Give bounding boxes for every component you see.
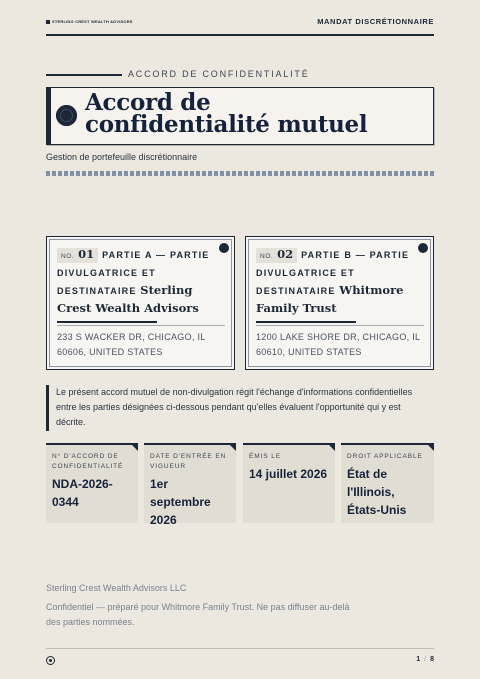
- party-name: Sterling Crest Wealth Advisors: [57, 283, 199, 315]
- target-icon: [46, 656, 55, 665]
- info-label: DATE D'ENTRÉE EN VIGUEUR: [150, 453, 227, 470]
- eyebrow-text: ACCORD DE CONFIDENTIALITÉ: [128, 69, 310, 79]
- page-title: Accord de confidentialité mutuel: [85, 89, 368, 138]
- info-label: N° D'ACCORD DE CONFIDENTIALITÉ: [52, 453, 124, 470]
- card-rule: [57, 321, 157, 323]
- corner-flag-icon: [230, 445, 236, 451]
- document-type: MANDAT DISCRÉTIONNAIRE: [317, 17, 434, 26]
- page-subtitle: Gestion de portefeuille discrétionnaire: [46, 152, 198, 162]
- title-accent-bar: [47, 87, 51, 145]
- corner-flag-icon: [329, 445, 335, 451]
- page-indicator: 1 / 8: [416, 656, 434, 663]
- party-a-card: [46, 236, 235, 370]
- eyebrow-rule: [46, 74, 122, 76]
- info-value: 1er septembre 2026: [150, 477, 211, 527]
- party-address: 233 S WACKER DR, CHICAGO, IL 60606, UNITED STATES: [57, 332, 206, 357]
- seal-icon: [56, 105, 77, 126]
- card-dot-icon: [418, 243, 428, 253]
- info-value: 14 juillet 2026: [249, 467, 328, 481]
- card-rule-thin: [57, 325, 225, 326]
- card-rule: [256, 321, 356, 323]
- brand-square-icon: [46, 20, 50, 24]
- info-cell-effective-date: [144, 443, 236, 527]
- info-cell-issued: [243, 443, 335, 523]
- eyebrow: [46, 68, 434, 80]
- party-number: NO. 01: [57, 248, 98, 263]
- info-label: ÉMIS LE: [249, 453, 281, 460]
- footer-company: Sterling Crest Wealth Advisors LLC: [46, 583, 187, 593]
- party-address: 1200 LAKE SHORE DR, CHICAGO, IL 60610, UNITED STATES: [256, 332, 421, 357]
- party-a-heading: [57, 246, 219, 318]
- corner-flag-icon: [132, 445, 138, 451]
- party-name: Whitmore Family Trust: [256, 283, 404, 315]
- party-b-card: [245, 236, 434, 370]
- footer-rule: [46, 648, 434, 649]
- card-dot-icon: [219, 243, 229, 253]
- decorative-stripe: [46, 171, 434, 176]
- info-value: État de l'Illinois, États-Unis: [347, 467, 407, 517]
- info-cell-governing-law: [341, 443, 434, 523]
- total-pages: 8: [430, 656, 434, 663]
- party-role: PARTIE A — PARTIE DIVULGATRICE ET DESTINATAIRE: [57, 250, 210, 296]
- party-role: PARTIE B — PARTIE DIVULGATRICE ET DESTINATAIRE: [256, 250, 410, 296]
- current-page: 1: [416, 656, 421, 663]
- footer-note: Confidentiel — préparé pour Whitmore Family Trust. Ne pas diffuser au-delà des parties nommées.: [46, 602, 350, 627]
- brand-mark: STERLING CREST WEALTH ADVISORS: [46, 19, 133, 24]
- party-number: NO. 02: [256, 248, 297, 263]
- title-box: [46, 87, 434, 145]
- info-value: NDA-2026-0344: [52, 477, 113, 509]
- card-rule-thin: [256, 325, 424, 326]
- intro-text: Le présent accord mutuel de non-divulgation régit l'échange d'informations confidentielles entre les parties désignées ci-dessous pendant qu'elles évaluent l'opportunité qui y est décrite.: [56, 387, 413, 427]
- page-header: [46, 14, 434, 36]
- corner-flag-icon: [428, 445, 434, 451]
- party-b-heading: [256, 246, 418, 318]
- intro-accent-bar: [46, 385, 49, 431]
- info-label: DROIT APPLICABLE: [347, 453, 423, 460]
- info-cell-nda-number: [46, 443, 138, 523]
- intro-paragraph: [46, 385, 434, 431]
